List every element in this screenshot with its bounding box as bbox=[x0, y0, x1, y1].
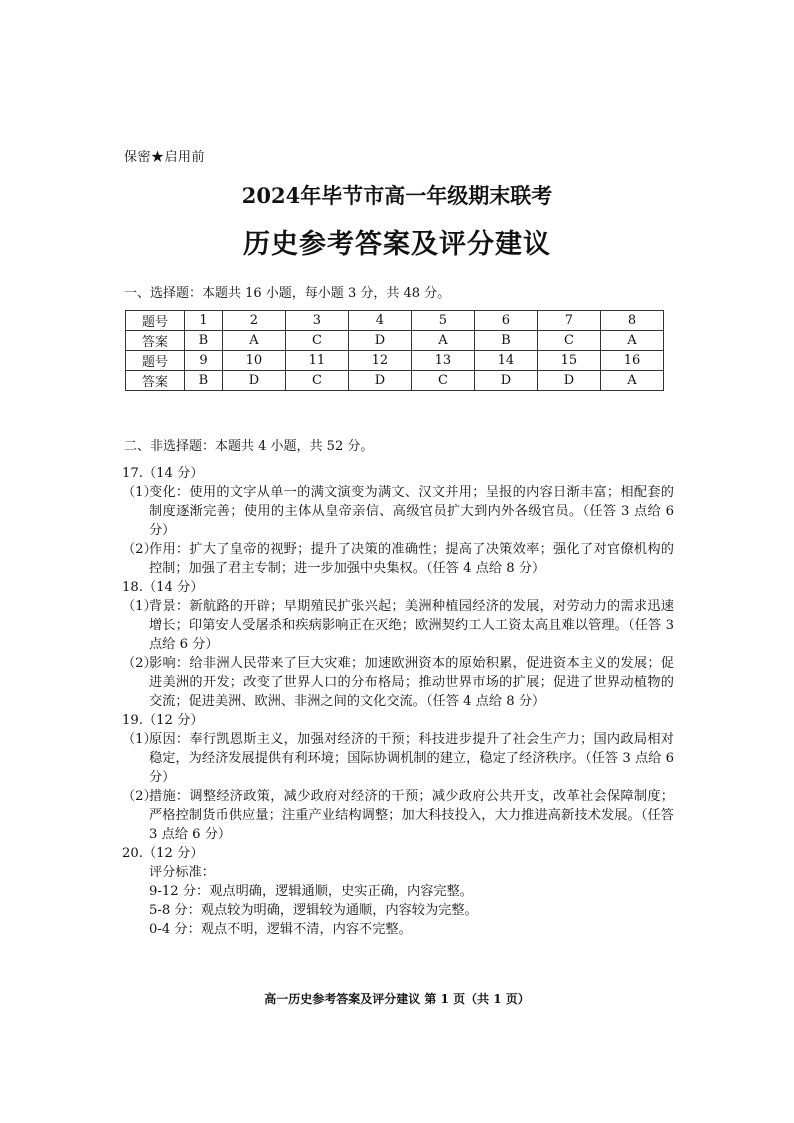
table-row bbox=[126, 311, 664, 331]
table-cell: 16 bbox=[600, 351, 663, 371]
table-row bbox=[126, 331, 664, 351]
question-19-part-1 bbox=[122, 730, 674, 787]
question-18-part-2 bbox=[122, 654, 674, 711]
table-cell: 15 bbox=[537, 351, 600, 371]
part-text: 原因：奉行凯恩斯主义，加强对经济的干预；科技进步提升了社会生产力；国内政局相对稳定，为经济发展提供有利环境；国际协调机制的建立，稳定了经济秩序。（任答 3 点给 6 分） bbox=[149, 732, 674, 785]
table-cell: 8 bbox=[600, 311, 663, 331]
table-cell: C bbox=[285, 371, 348, 391]
table-cell: 4 bbox=[348, 311, 411, 331]
table-cell: 6 bbox=[474, 311, 537, 331]
table-cell: D bbox=[537, 371, 600, 391]
table-cell: 9 bbox=[185, 351, 223, 371]
table-row bbox=[126, 371, 664, 391]
table-cell: 11 bbox=[285, 351, 348, 371]
table-cell: 2 bbox=[222, 311, 285, 331]
part-text: 影响：给非洲人民带来了巨大灾难；加速欧洲资本的原始积累，促进资本主义的发展；促进美洲的开发；改变了世界人口的分布格局；推动世界市场的扩展；促进了世界动植物的交流；促进美洲、欧洲、非洲之间的文化交流。（任答 4 点给 8 分） bbox=[149, 656, 674, 709]
question-19-heading: 19.（12 分） bbox=[122, 713, 204, 728]
table-cell: 题号 bbox=[126, 311, 185, 331]
table-cell: 1 bbox=[185, 311, 223, 331]
question-17-heading: 17.（14 分） bbox=[122, 466, 204, 481]
table-cell: 12 bbox=[348, 351, 411, 371]
criteria-level-high: 9-12 分：观点明确，逻辑通顺，史实正确，内容完整。 bbox=[149, 884, 473, 899]
part-text: 变化：使用的文字从单一的满文演变为满文、汉文并用；呈报的内容日渐丰富；相配套的制度逐渐完善；使用的主体从皇帝亲信、高级官员扩大到内外各级官员。（任答 3 点给 6 分） bbox=[149, 485, 674, 538]
table-cell: 答案 bbox=[126, 371, 185, 391]
table-cell: 题号 bbox=[126, 351, 185, 371]
table-cell: 答案 bbox=[126, 331, 185, 351]
table-cell: C bbox=[411, 371, 474, 391]
part-text: 作用：扩大了皇帝的视野；提升了决策的准确性；提高了决策效率；强化了对官僚机构的控制；加强了君主专制；进一步加强中央集权。（任答 4 点给 8 分） bbox=[149, 542, 674, 576]
criteria-level-low: 0-4 分：观点不明，逻辑不清，内容不完整。 bbox=[149, 922, 412, 937]
table-cell: B bbox=[185, 331, 223, 351]
table-cell: B bbox=[185, 371, 223, 391]
question-18-part-1 bbox=[122, 597, 674, 654]
criteria-level-mid: 5-8 分：观点较为明确，逻辑较为通顺，内容较为完整。 bbox=[149, 903, 478, 918]
table-cell: 5 bbox=[411, 311, 474, 331]
part-label: （2） bbox=[122, 656, 157, 671]
page-footer: 高一历史参考答案及评分建议 第 1 页（共 1 页） bbox=[264, 992, 530, 1006]
table-cell: 3 bbox=[285, 311, 348, 331]
exam-title: 2024年毕节市高一年级期末联考 bbox=[241, 183, 553, 208]
part-label: （1） bbox=[122, 599, 157, 614]
criteria-title: 评分标准： bbox=[149, 865, 215, 880]
table-cell: D bbox=[222, 371, 285, 391]
part-text: 背景：新航路的开辟；早期殖民扩张兴起；美洲种植园经济的发展，对劳动力的需求迅速增长；印第安人受屠杀和疾病影响正在灭绝；欧洲契约工人工资太高且难以管理。（任答 3 点给 6 分） bbox=[149, 599, 674, 652]
table-row bbox=[126, 351, 664, 371]
table-cell: A bbox=[411, 331, 474, 351]
question-19-part-2 bbox=[122, 787, 674, 844]
part-label: （2） bbox=[122, 542, 157, 557]
table-cell: C bbox=[285, 331, 348, 351]
section2-heading: 二、非选择题：本题共 4 小题，共 52 分。 bbox=[124, 439, 374, 454]
part-label: （1） bbox=[122, 732, 157, 747]
document-subtitle: 历史参考答案及评分建议 bbox=[243, 229, 551, 260]
table-cell: D bbox=[348, 371, 411, 391]
table-cell: A bbox=[222, 331, 285, 351]
part-label: （2） bbox=[122, 789, 157, 804]
table-cell: 7 bbox=[537, 311, 600, 331]
table-cell: C bbox=[537, 331, 600, 351]
question-17-part-2 bbox=[122, 540, 674, 578]
table-cell: 13 bbox=[411, 351, 474, 371]
table-cell: A bbox=[600, 331, 663, 351]
table-cell: 10 bbox=[222, 351, 285, 371]
section1-heading: 一、选择题：本题共 16 小题，每小题 3 分，共 48 分。 bbox=[124, 286, 451, 301]
confidential-label: 保密★启用前 bbox=[124, 150, 206, 165]
answer-table bbox=[125, 310, 664, 391]
question-20-heading: 20.（12 分） bbox=[122, 846, 204, 861]
table-cell: D bbox=[348, 331, 411, 351]
table-cell: D bbox=[474, 371, 537, 391]
table-cell: A bbox=[600, 371, 663, 391]
table-cell: B bbox=[474, 331, 537, 351]
question-18-heading: 18.（14 分） bbox=[122, 580, 204, 595]
answers-body bbox=[122, 464, 674, 939]
question-17-part-1 bbox=[122, 483, 674, 540]
part-text: 措施：调整经济政策，减少政府对经济的干预；减少政府公共开支，改革社会保障制度；严格控制货币供应量；注重产业结构调整；加大科技投入，大力推进高新技术发展。（任答 3 点给 6 分） bbox=[149, 789, 674, 842]
table-cell: 14 bbox=[474, 351, 537, 371]
part-label: （1） bbox=[122, 485, 157, 500]
